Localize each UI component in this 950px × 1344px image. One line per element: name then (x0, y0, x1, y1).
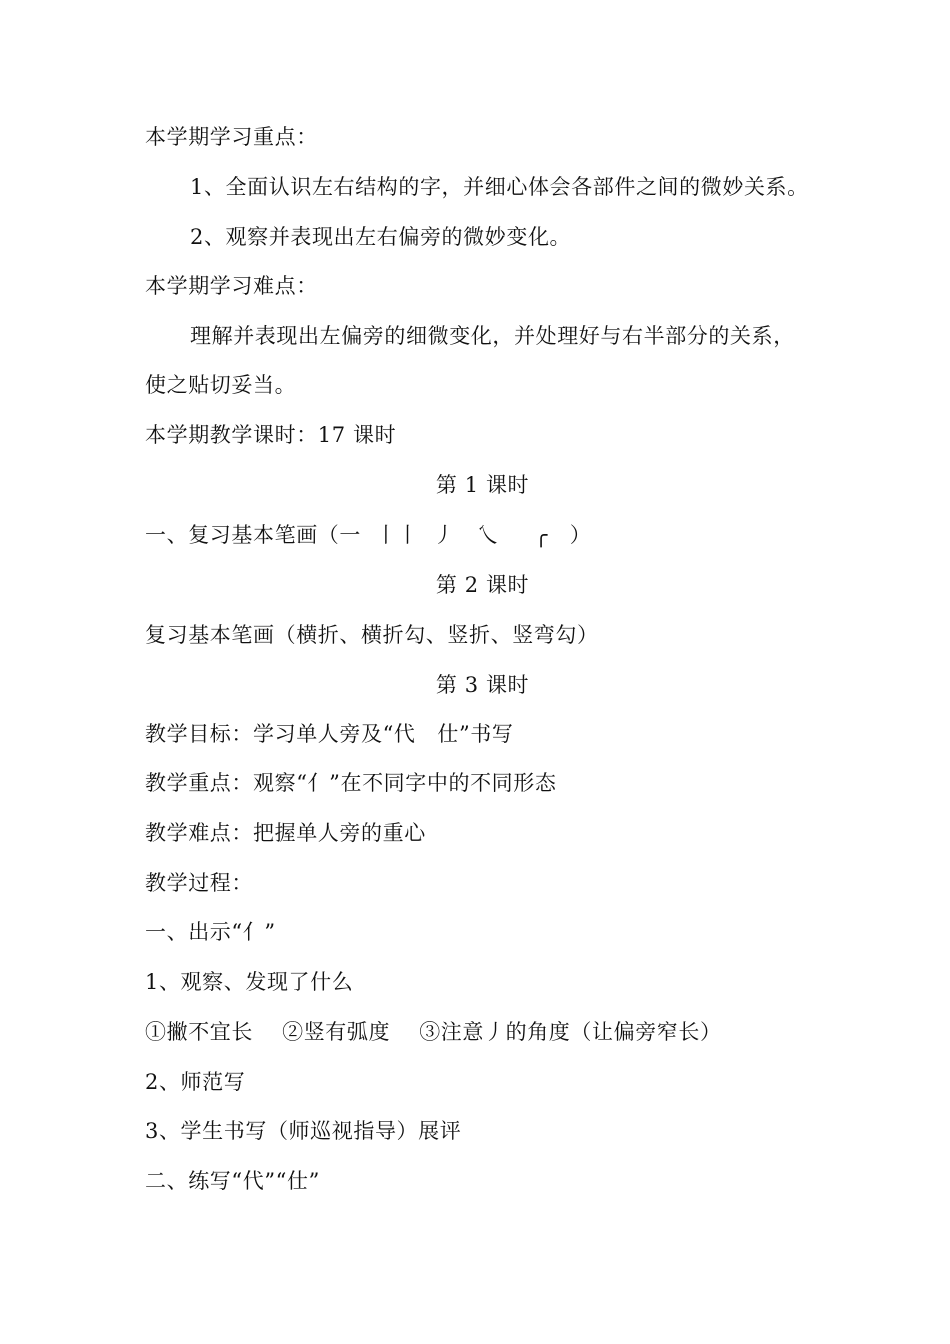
lesson-2-item: 复习基本笔画（横折、横折勾、竖折、竖弯勾） (145, 623, 599, 647)
lesson-1-title: 第 1 课时 (435, 473, 530, 497)
key-point-1: 1、全面认识左右结构的字，并细心体会各部件之间的微妙关系。 (190, 175, 809, 199)
lesson-2-title: 第 2 课时 (435, 573, 530, 597)
teaching-difficulty: 教学难点：把握单人旁的重心 (145, 821, 426, 845)
step-1: 一、出示“亻” (145, 920, 276, 944)
key-point-2: 2、观察并表现出左右偏旁的微妙变化。 (190, 225, 572, 249)
process-heading: 教学过程： (145, 871, 253, 895)
difficulty-line-1: 理解并表现出左偏旁的细微变化，并处理好与右半部分的关系， (190, 324, 795, 348)
teaching-hours: 本学期教学课时：17 课时 (145, 423, 397, 447)
step-1-2: 2、师范写 (145, 1070, 246, 1094)
lesson-1-item: 一、复习基本笔画（一 丨丨 丿 乀 ╭ ） (145, 523, 592, 547)
step-1-3: 3、学生书写（师巡视指导）展评 (145, 1119, 462, 1143)
teaching-focus: 教学重点：观察“亻”在不同字中的不同形态 (145, 771, 557, 795)
step-2: 二、练写“代”“仕” (145, 1169, 320, 1193)
step-1-notes: ①撇不宜长 ②竖有弧度 ③注意丿的角度（让偏旁窄长） (145, 1020, 722, 1044)
lesson-3-title: 第 3 课时 (435, 673, 530, 697)
step-1-1: 1、观察、发现了什么 (145, 970, 354, 994)
difficulty-line-2: 使之贴切妥当。 (145, 373, 297, 397)
teaching-goal: 教学目标：学习单人旁及“代 仕”书写 (145, 722, 514, 746)
key-points-heading: 本学期学习重点： (145, 125, 318, 149)
difficulty-heading: 本学期学习难点： (145, 274, 318, 298)
